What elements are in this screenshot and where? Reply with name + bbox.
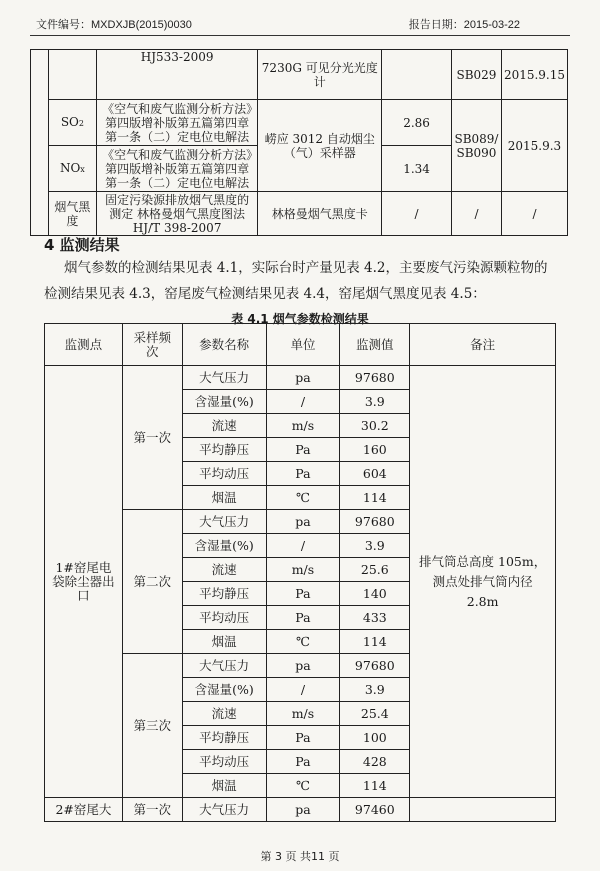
value-cell: 114: [340, 774, 410, 798]
value-cell: 140: [340, 582, 410, 606]
sampling-freq: 第一次: [122, 366, 182, 510]
value-cell: 428: [340, 750, 410, 774]
method-cell: HJ533-2009: [96, 50, 258, 100]
value-cell: 100: [340, 726, 410, 750]
limit-cell: /: [382, 192, 452, 236]
unit-cell: pa: [266, 510, 340, 534]
page-header: [30, 14, 570, 32]
header-value: 监测值: [340, 324, 410, 366]
value-cell: 160: [340, 438, 410, 462]
param-cell: 平均静压: [182, 726, 266, 750]
value-cell: 97680: [340, 654, 410, 678]
param-cell: 大气压力: [182, 366, 266, 390]
param-cell: 含湿量(%): [182, 390, 266, 414]
unit-cell: Pa: [266, 582, 340, 606]
value-cell: 97460: [340, 798, 410, 822]
item-cell: 烟气黑度: [48, 192, 96, 236]
value-cell: 97680: [340, 366, 410, 390]
method-table: [30, 49, 568, 236]
section-paragraph-2: 检测结果见表 4.3，窑尾废气检测结果见表 4.4，窑尾烟气黑度见表 4.5：: [44, 286, 486, 302]
header-unit: 单位: [266, 324, 340, 366]
unit-cell: m/s: [266, 702, 340, 726]
unit-cell: pa: [266, 366, 340, 390]
table-header-row: [45, 324, 556, 366]
unit-cell: Pa: [266, 606, 340, 630]
limit-cell: [382, 50, 452, 100]
unit-cell: ℃: [266, 486, 340, 510]
value-cell: 25.4: [340, 702, 410, 726]
value-cell: 3.9: [340, 678, 410, 702]
flue-gas-parameter-table: [44, 323, 556, 822]
param-cell: 流速: [182, 558, 266, 582]
method-cell: 《空气和废气监测分析方法》第四版增补版第五篇第四章第一条（二）定电位电解法: [96, 146, 258, 192]
limit-cell: 1.34: [382, 146, 452, 192]
unit-cell: Pa: [266, 438, 340, 462]
param-cell: 烟温: [182, 486, 266, 510]
value-cell: 604: [340, 462, 410, 486]
header-rule: [30, 35, 570, 36]
section-title: 4 监测结果: [44, 236, 120, 254]
code-cell: /: [451, 192, 501, 236]
param-cell: 含湿量(%): [182, 534, 266, 558]
table-row: [31, 192, 568, 236]
sampling-freq: 第一次: [122, 798, 182, 822]
unit-cell: m/s: [266, 414, 340, 438]
item-cell: SO2: [48, 100, 96, 146]
table-caption: 表 4.1 烟气参数检测结果: [231, 312, 369, 326]
value-cell: 114: [340, 486, 410, 510]
table-row: [45, 798, 556, 822]
code-cell: SB089/ SB090: [451, 100, 501, 192]
monitor-point-2: 2#窑尾大: [45, 798, 123, 822]
param-cell: 平均动压: [182, 462, 266, 486]
param-cell: 烟温: [182, 774, 266, 798]
param-cell: 平均动压: [182, 606, 266, 630]
limit-cell: 2.86: [382, 100, 452, 146]
document-number: 文件编号：MXDXJB(2015)0030: [36, 19, 192, 31]
value-cell: 3.9: [340, 534, 410, 558]
param-cell: 大气压力: [182, 654, 266, 678]
report-date: 报告日期：2015-03-22: [408, 19, 520, 31]
param-cell: 平均动压: [182, 750, 266, 774]
unit-cell: /: [266, 390, 340, 414]
param-cell: 平均静压: [182, 438, 266, 462]
header-param: 参数名称: [182, 324, 266, 366]
header-note: 备注: [410, 324, 556, 366]
date-cell: 2015.9.15: [501, 50, 567, 100]
instrument-cell: 崂应 3012 自动烟尘（气）采样器: [258, 100, 382, 192]
value-cell: 3.9: [340, 390, 410, 414]
unit-cell: Pa: [266, 726, 340, 750]
page-number: 第 3 页 共11 页: [260, 850, 340, 863]
table-row: [45, 366, 556, 390]
unit-cell: Pa: [266, 750, 340, 774]
value-cell: 25.6: [340, 558, 410, 582]
unit-cell: m/s: [266, 558, 340, 582]
code-cell: SB029: [451, 50, 501, 100]
value-cell: 433: [340, 606, 410, 630]
unit-cell: /: [266, 534, 340, 558]
unit-cell: Pa: [266, 462, 340, 486]
value-cell: 30.2: [340, 414, 410, 438]
header-point: 监测点: [45, 324, 123, 366]
header-freq: 采样频次: [122, 324, 182, 366]
item-cell: NOx: [48, 146, 96, 192]
value-cell: 97680: [340, 510, 410, 534]
section-paragraph-1: 烟气参数的检测结果见表 4.1，实际台时产量见表 4.2，主要废气污染源颗粒物的: [64, 260, 548, 276]
param-cell: 大气压力: [182, 510, 266, 534]
instrument-cell: 林格曼烟气黑度卡: [258, 192, 382, 236]
date-cell: /: [501, 192, 567, 236]
table-row: [31, 100, 568, 146]
sampling-freq: 第三次: [122, 654, 182, 798]
param-cell: 流速: [182, 414, 266, 438]
param-cell: 平均静压: [182, 582, 266, 606]
sampling-freq: 第二次: [122, 510, 182, 654]
param-cell: 含湿量(%): [182, 678, 266, 702]
monitor-point-1: 1#窑尾电袋除尘器出口: [45, 366, 123, 798]
date-cell: 2015.9.3: [501, 100, 567, 192]
table-row: [31, 50, 568, 100]
unit-cell: pa: [266, 798, 340, 822]
unit-cell: ℃: [266, 630, 340, 654]
param-cell: 流速: [182, 702, 266, 726]
remark-cell: 排气筒总高度 105m，测点处排气筒内径 2.8m: [410, 366, 556, 798]
unit-cell: ℃: [266, 774, 340, 798]
unit-cell: /: [266, 678, 340, 702]
value-cell: 114: [340, 630, 410, 654]
item-cell: [48, 50, 96, 100]
instrument-cell: 7230G 可见分光光度计: [258, 50, 382, 100]
method-cell: 《空气和废气监测分析方法》第四版增补版第五篇第四章第一条（二）定电位电解法: [96, 100, 258, 146]
method-cell: 固定污染源排放烟气黑度的测定 林格曼烟气黑度图法 HJ/T 398-2007: [96, 192, 258, 236]
param-cell: 大气压力: [182, 798, 266, 822]
param-cell: 烟温: [182, 630, 266, 654]
unit-cell: pa: [266, 654, 340, 678]
